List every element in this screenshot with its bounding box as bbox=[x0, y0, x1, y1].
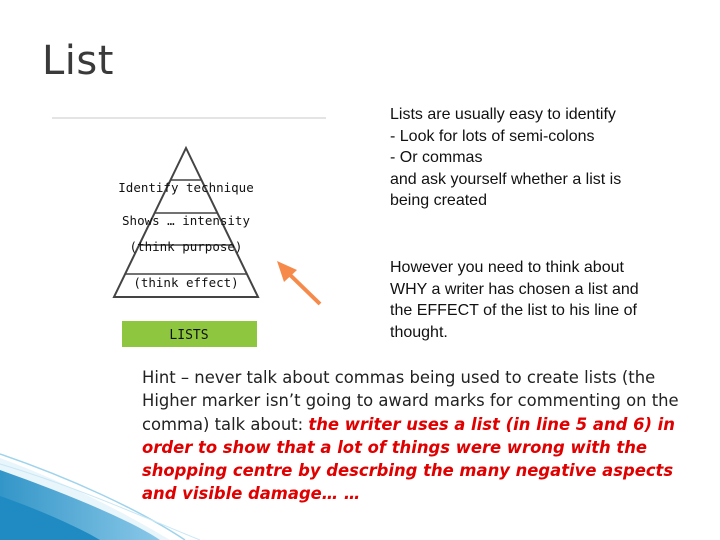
hint-prefix: Hint – never talk about commas being used to create lists (the Higher marker isn’t going to award marks for commenting on the comma) talk about: bbox=[142, 368, 679, 434]
pyramid-diagram bbox=[52, 112, 332, 350]
list-purpose-text: However you need to think about WHY a writer has chosen a list and the EFFECT of the list to his line of thought. bbox=[390, 259, 639, 341]
pyramid-level-2: Shows … intensity bbox=[122, 213, 250, 228]
pyramid-level-3: (think purpose) bbox=[129, 239, 243, 254]
list-description: Lists are usually easy to identify - Look for lots of semi-colons - Or commas and ask yourself whether a list is being created bbox=[390, 106, 622, 209]
hint-highlight: the writer uses a list (in line 5 and 6) in order to show that a lot of things were wrong with the shopping centre by descrbing the many negative aspects and visible damage… … bbox=[142, 414, 675, 504]
lists-base-label: LISTS bbox=[169, 328, 209, 343]
pyramid-level-4: (think effect) bbox=[133, 275, 239, 290]
pyramid-level-1: Identify technique bbox=[118, 180, 254, 195]
blue-wave-decoration bbox=[0, 440, 720, 540]
slide-title: List bbox=[42, 38, 114, 84]
